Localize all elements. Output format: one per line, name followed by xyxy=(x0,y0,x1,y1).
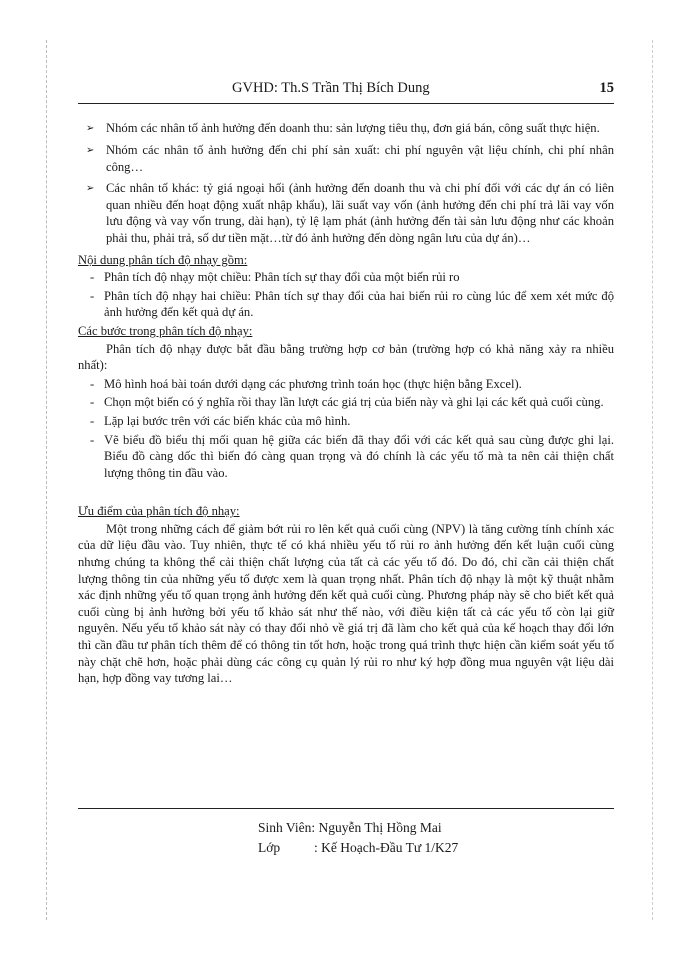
page-content xyxy=(78,120,614,689)
factor-group-text: Các nhân tố khác: tỷ giá ngoại hối (ảnh hưởng đến doanh thu và chi phí đối với các dự án có liên quan nhiều đến hoạt động xuất nhập khẩu), lãi suất vay vốn (ảnh hưởng đến chi phí trả lãi vay vốn lưu động và vay vốn trung, dài hạn), tỷ lệ lạm phát (ảnh hưởng đến tài sản lưu động như các khoản phải thu, phải trả, số dư tiền mặt…từ đó ảnh hưởng đến dòng ngân lưu của dự án)… xyxy=(106,181,614,245)
advantages-paragraph: Một trong những cách để giảm bớt rủi ro lên kết quả cuối cùng (NPV) là tăng cường tính chính xác của dữ liệu đầu vào. Tuy nhiên, thực tế có khá nhiều yếu tố rủi ro ảnh hưởng đến kết luận cuối cùng nhưng chúng ta không thể cải thiện chất lượng của tất cả các yếu tố đó. Do đó, chỉ cần cải thiện chất lượng thông tin của những yếu tố được xem là quan trọng nhất. Phân tích độ nhạy là một kỹ thuật nhằm xác định những yếu tố quan trọng ảnh hưởng đến kết quả cuối cùng. Phương pháp này sẽ cho biết kết quả cuối cùng bị ảnh hưởng bởi yếu tố khảo sát như thế nào, với điều kiện tất cả các yếu tố còn lại giữ nguyên. Nếu yếu tố khảo sát này có thay đổi nhỏ về giá trị đã làm cho kết quả của kế hoạch thay đổi lớn thì cần đầu tư phân tích thêm để có thông tin tốt hơn, hoặc trong quá trình thực hiện cần kiểm soát yếu tố này chặt chẽ hơn, hoặc phải dùng các công cụ quản lý rủi ro như ký hợp đồng mua nguyên vật liệu dài hạn, hợp đồng vay tương lai… xyxy=(78,521,614,686)
dash-bullet-icon: - xyxy=(90,288,95,303)
page-number: 15 xyxy=(599,80,614,96)
scan-edge-left xyxy=(46,40,48,920)
list-item xyxy=(78,394,614,411)
footer-class-row xyxy=(258,838,458,858)
factor-group-text: Nhóm các nhân tố ảnh hưởng đến doanh thu: sản lượng tiêu thụ, đơn giá bán, công suất thực hiện. xyxy=(106,121,600,135)
content-section-heading: Nội dung phân tích độ nhạy gồm: xyxy=(78,252,248,267)
arrow-bullet-icon: ➢ xyxy=(86,123,95,134)
header-divider xyxy=(78,103,614,104)
advantages-section-heading: Ưu điểm của phân tích độ nhạy: xyxy=(78,504,240,519)
list-item-text: Mô hình hoá bài toán dưới dạng các phương trình toán học (thực hiện bằng Excel). xyxy=(104,376,522,391)
factor-group-text: Nhóm các nhân tố ảnh hưởng đến chi phí sản xuất: chi phí nguyên vật liệu chính, chi phí nhân công… xyxy=(106,143,614,174)
footer-student-label: Sinh Viên: xyxy=(258,820,316,835)
list-item xyxy=(78,376,614,393)
footer-divider xyxy=(78,808,614,809)
arrow-bullet-icon: ➢ xyxy=(86,183,95,195)
list-item-text: Lặp lại bước trên với các biến khác của mô hình. xyxy=(104,413,351,428)
factor-group-item xyxy=(78,120,614,137)
arrow-bullet-icon: ➢ xyxy=(86,145,95,156)
list-item-text: Phân tích độ nhạy hai chiều: Phân tích sự thay đổi của hai biến rủi ro cùng lúc để xem xét mức độ ảnh hưởng đến kết quả dự án. xyxy=(104,288,614,320)
footer-student-row xyxy=(258,818,458,838)
dash-bullet-icon: - xyxy=(90,395,95,410)
dash-bullet-icon: - xyxy=(90,413,95,428)
list-item xyxy=(78,288,614,321)
list-item-text: Chọn một biến có ý nghĩa rồi thay lần lượt các giá trị của biến này và ghi lại các kết quả cuối cùng. xyxy=(104,395,604,410)
steps-section-heading: Các bước trong phân tích độ nhạy: xyxy=(78,323,253,338)
list-item xyxy=(78,413,614,430)
list-item-text: Vẽ biểu đồ biểu thị mối quan hệ giữa các biến đã thay đổi với các kết quả sau cùng được ghi lại. Biểu đồ càng dốc thì biến đó càng quan trọng và đó chính là các yếu tố mà ta nên cải thiện chất lượng thông tin đầu vào. xyxy=(104,432,614,480)
page-footer xyxy=(258,818,458,858)
steps-intro: Phân tích độ nhạy được bắt đầu bằng trường hợp cơ bản (trường hợp có khả năng xảy ra nhiều nhất): xyxy=(78,341,614,373)
dash-bullet-icon: - xyxy=(90,376,95,391)
dash-bullet-icon: - xyxy=(90,270,95,285)
dash-bullet-icon: - xyxy=(90,432,95,447)
list-item-text: Phân tích độ nhạy một chiều: Phân tích sự thay đổi của một biến rủi ro xyxy=(104,270,460,285)
list-item xyxy=(78,269,614,286)
page-header xyxy=(232,80,614,100)
header-title: GVHD: Th.S Trần Thị Bích Dung xyxy=(232,80,430,96)
footer-student-name: Nguyễn Thị Hồng Mai xyxy=(318,820,442,835)
factor-group-item xyxy=(78,142,614,175)
factor-group-item xyxy=(78,180,614,246)
footer-class-label: Lớp xyxy=(258,840,281,855)
footer-class-value: : Kế Hoạch-Đầu Tư 1/K27 xyxy=(314,840,459,855)
scan-edge-right xyxy=(652,40,654,920)
section-spacer xyxy=(78,483,614,501)
list-item xyxy=(78,432,614,482)
